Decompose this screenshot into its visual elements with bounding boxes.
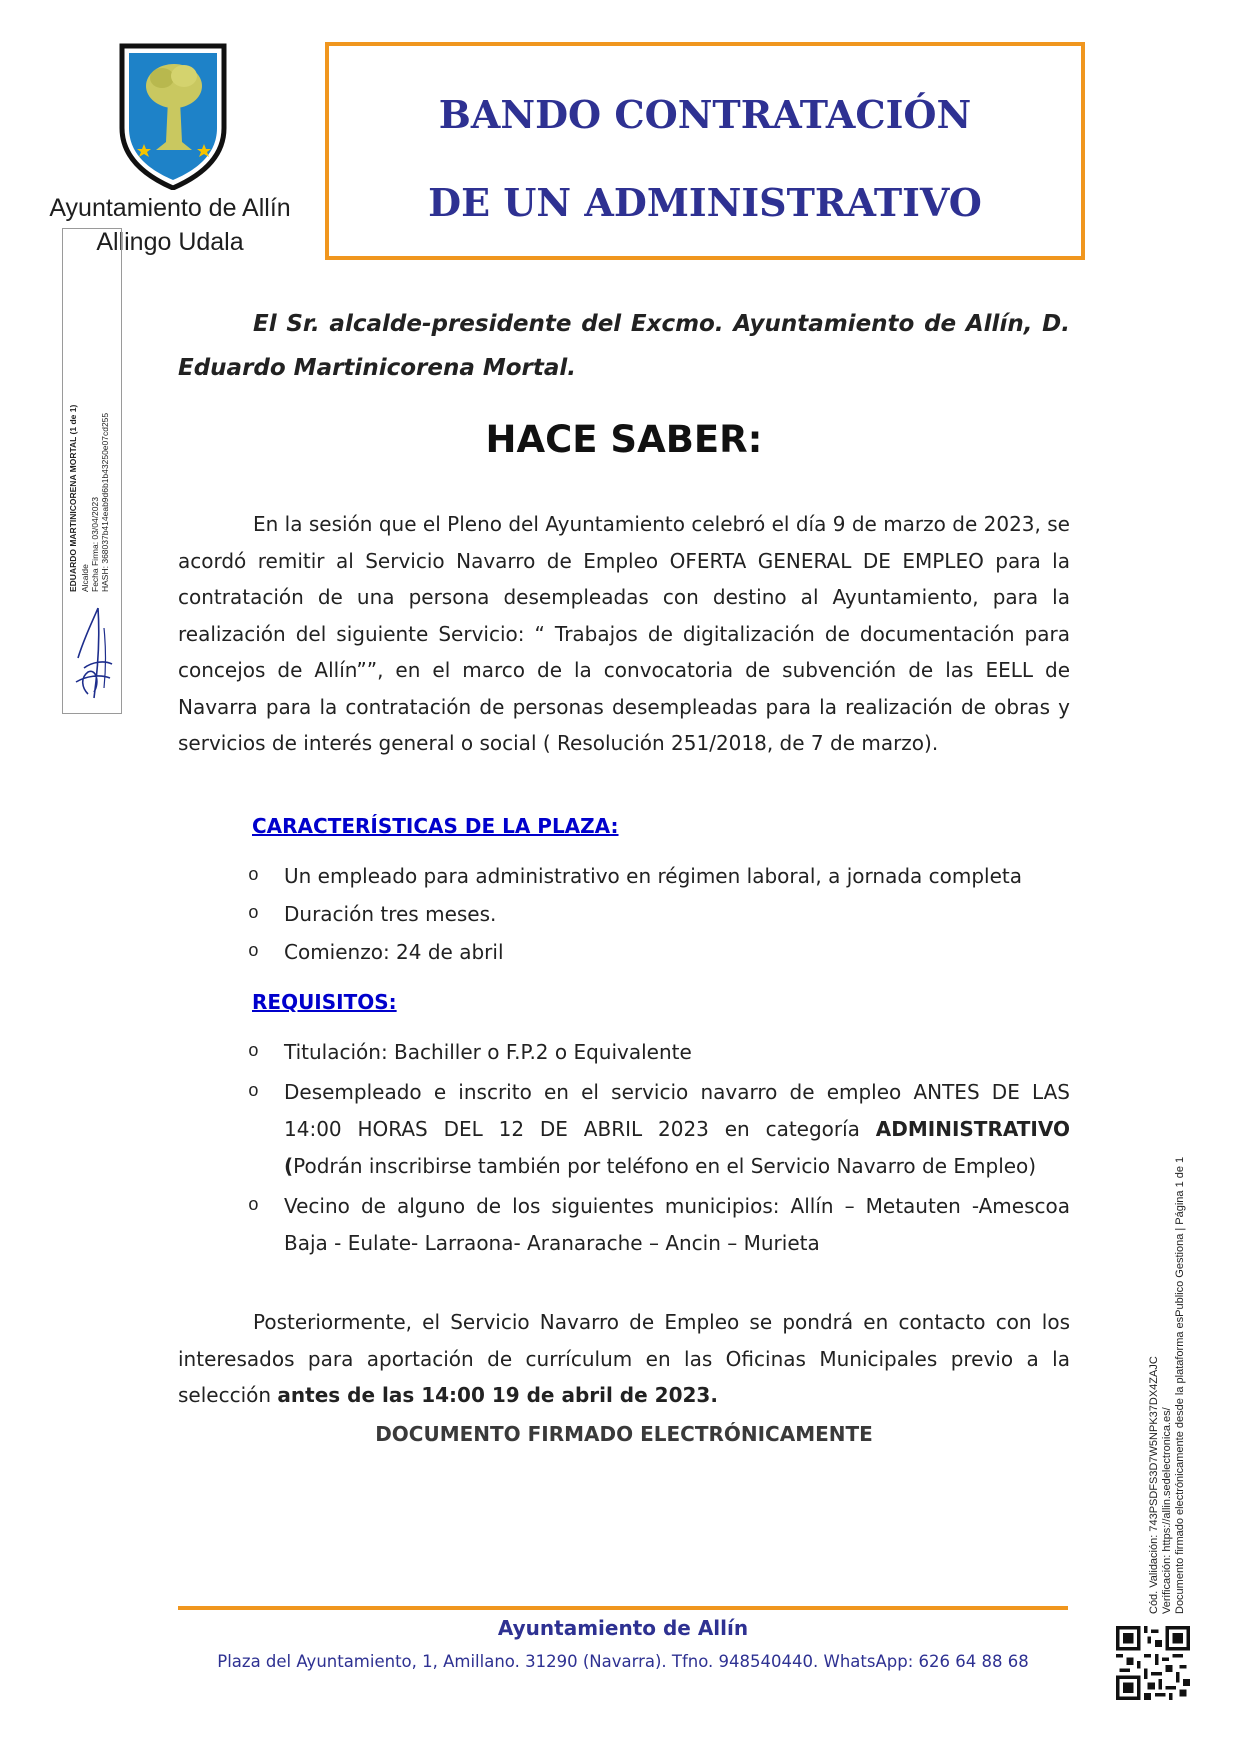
logo-name-basque: Allingo Udala (96, 228, 244, 256)
requirement-unemployed-text: Desempleado e inscrito en el servicio navarro de empleo ANTES DE LAS 14:00 HORAS DEL 12 DE ABRIL 2023 en categoría (284, 1080, 1070, 1141)
list-item-text: Un empleado para administrativo en régimen laboral, a jornada completa (284, 864, 1023, 888)
bullet-mark: o (248, 1082, 259, 1102)
requirement-residence: Vecino de alguno de los siguientes municipios: Allín – Metauten -Amescoa Baja - Eulate- Larraona- Aranarache – Ancin – Murieta (284, 1194, 1070, 1255)
closing-paragraph (178, 1304, 1070, 1414)
signer-role: Alcalde (80, 564, 90, 592)
requirement-phone-note: Podrán inscribirse también por teléfono en el Servicio Navarro de Empleo) (293, 1154, 1037, 1178)
signature-hash: HASH: 368037b414eab9d6b1b43250e07cd255 (100, 412, 110, 592)
logo-name-spanish: Ayuntamiento de Allín (49, 194, 291, 222)
bullet-mark: o (248, 904, 259, 924)
list-item (248, 1074, 1070, 1185)
hace-saber-heading: HACE SABER: (485, 418, 763, 461)
intro-paragraph: El Sr. alcalde-presidente del Excmo. Ayuntamiento de Allín, D. Eduardo Martinicorena Mortal. (178, 311, 1070, 381)
closing-text: Posteriormente, el Servicio Navarro de Empleo se pondrá en contacto con los interesados para aportación de currículum en las Oficinas Municipales previo a la selección (178, 1310, 1070, 1407)
list-item-text: Duración tres meses. (284, 902, 497, 926)
footer-address: Plaza del Ayuntamiento, 1, Amillano. 31290 (Navarra). Tfno. 948540440. WhatsApp: 626 64 88 68 (217, 1652, 1029, 1671)
bullet-mark: o (248, 942, 259, 962)
list-item (248, 1034, 1070, 1071)
signature-date: Fecha Firma: 03/04/2023 (90, 497, 100, 592)
validation-code: Cód. Validación: 743PSDFS3D7W5NPK37DX4ZAJC (1148, 1356, 1160, 1614)
signature-platform-note: Documento firmado electrónicamente desde la plataforma esPublico Gestiona | Página 1 de 1 (1174, 1156, 1186, 1614)
list-item (248, 858, 1070, 895)
list-item-text: Comienzo: 24 de abril (284, 940, 504, 964)
footer-divider (178, 1606, 1068, 1610)
requirements-heading: REQUISITOS: (252, 990, 397, 1014)
document-signed-notice: DOCUMENTO FIRMADO ELECTRÓNICAMENTE (375, 1422, 873, 1446)
bullet-mark: o (248, 1196, 259, 1216)
list-item (248, 896, 1070, 933)
list-item (248, 1188, 1070, 1262)
bullet-mark: o (248, 1042, 259, 1062)
title-line-2: DE UN ADMINISTRATIVO (428, 180, 982, 225)
characteristics-heading: CARACTERÍSTICAS DE LA PLAZA: (252, 814, 619, 838)
requirement-education: Titulación: Bachiller o F.P.2 o Equivalente (284, 1040, 692, 1064)
footer-organization: Ayuntamiento de Allín (497, 1616, 749, 1640)
verification-url[interactable]: Verificación: https://allin.sedelectronica.es/ (1161, 1407, 1173, 1614)
signer-name: EDUARDO MARTINICORENA MORTAL (1 de 1) (68, 404, 78, 592)
requirement-category: ADMINISTRATIVO ( (284, 1117, 1070, 1178)
qr-code-icon[interactable] (1116, 1626, 1190, 1700)
handwritten-signature (64, 598, 120, 708)
list-item (248, 934, 1070, 971)
title-box (325, 42, 1085, 260)
session-paragraph: En la sesión que el Pleno del Ayuntamiento celebró el día 9 de marzo de 2023, se acordó remitir al Servicio Navarro de Empleo OFERTA GENERAL DE EMPLEO para la contratación de una persona desempleadas con destino al Ayuntamiento, para la realización del siguiente Servicio: “ Trabajos de digitalización de documentación para concejos de Allín””, en el marco de la convocatoria de subvención de las EELL de Navarra para la contratación de personas desempleadas para la realización de obras y servicios de interés general o social ( Resolución 251/2018, de 7 de marzo). (178, 512, 1070, 755)
requirements-list (248, 1034, 1070, 1262)
characteristics-list (248, 858, 1070, 972)
title-line-1: BANDO CONTRATACIÓN (438, 92, 972, 137)
bullet-mark: o (248, 866, 259, 886)
municipal-shield-logo (118, 42, 228, 190)
closing-deadline: antes de las 14:00 19 de abril de 2023. (277, 1383, 718, 1407)
